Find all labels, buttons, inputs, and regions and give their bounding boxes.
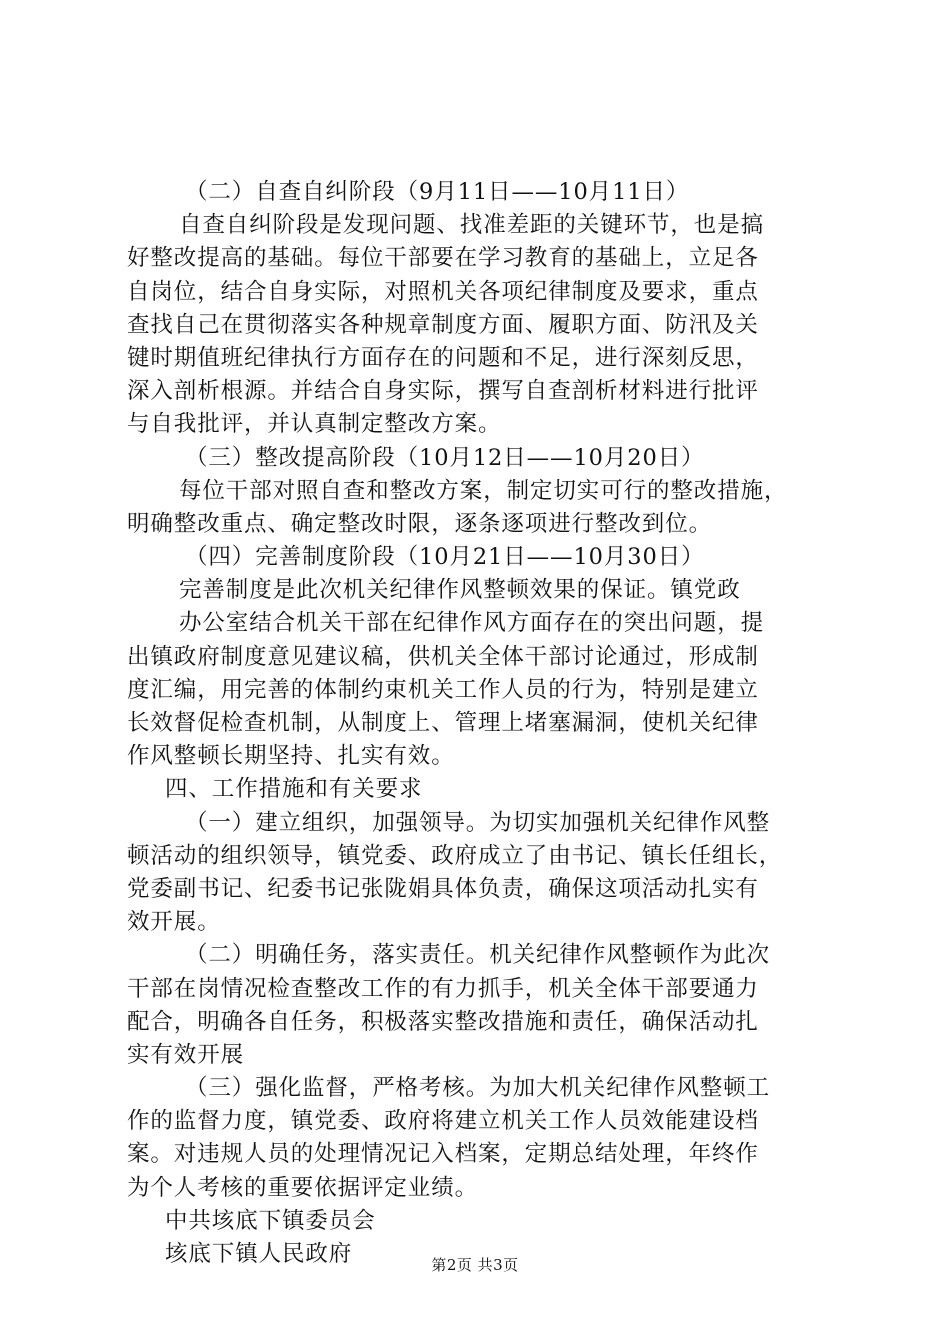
paragraph-line: 与自我批评，并认真制定整改方案。 [127, 411, 502, 438]
paragraph-line: 作的监督力度，镇党委、政府将建立机关工作人员效能建设档 [127, 1108, 759, 1135]
paragraph-line: 自岗位，结合自身实际，对照机关各项纪律制度及要求，重点 [127, 278, 759, 305]
signature-party-committee: 中共垓底下镇委员会 [165, 1207, 376, 1234]
paragraph-line: （三）强化监督，严格考核。为加大机关纪律作风整顿工 [185, 1075, 771, 1102]
paragraph-line: 顿活动的组织领导，镇党委、政府成立了由书记、镇长任组长， [127, 842, 783, 869]
paragraph-line: 度汇编，用完善的体制约束机关工作人员的行为，特别是建立 [127, 676, 759, 703]
paragraph-line: 实有效开展 [127, 1041, 245, 1068]
section-heading-improve-system: （四）完善制度阶段（10月21日——10月30日） [185, 544, 705, 571]
paragraph-line: 效开展。 [127, 909, 221, 936]
paragraph-line: 好整改提高的基础。每位干部要在学习教育的基础上，立足各 [127, 245, 759, 272]
section-heading-rectification: （三）整改提高阶段（10月12日——10月20日） [185, 444, 705, 471]
paragraph-line: 作风整顿长期坚持、扎实有效。 [127, 743, 455, 770]
document-body [127, 176, 827, 1271]
paragraph-line: 案。对违规人员的处理情况记入档案，定期总结处理，年终作 [127, 1141, 759, 1168]
paragraph-line: 长效督促检查机制，从制度上、管理上堵塞漏洞，使机关纪律 [127, 710, 759, 736]
section-heading-self-check: （二）自查自纠阶段（9月11日——10月11日） [185, 179, 690, 205]
paragraph-line: 办公室结合机关干部在纪律作风方面存在的突出问题，提 [179, 610, 765, 637]
paragraph-line: 明确整改重点、确定整改时限，逐条逐项进行整改到位。 [127, 510, 713, 537]
paragraph-line: 自查自纠阶段是发现问题、找准差距的关键环节，也是搞 [179, 212, 765, 239]
paragraph-line: 深入剖析根源。并结合自身实际，撰写自查剖析材料进行批评 [127, 378, 759, 405]
signature-government: 垓底下镇人民政府 [165, 1241, 353, 1267]
paragraph-line: 查找自己在贯彻落实各种规章制度方面、履职方面、防汛及关 [127, 311, 759, 338]
section-heading-measures: 四、工作措施和有关要求 [165, 776, 423, 803]
paragraph-line: 为个人考核的重要依据评定业绩。 [127, 1174, 479, 1201]
paragraph-line: 完善制度是此次机关纪律作风整顿效果的保证。镇党政 [179, 577, 741, 604]
paragraph-line: 键时期值班纪律执行方面存在的问题和不足，进行深刻反思， [127, 344, 759, 371]
paragraph-line: 出镇政府制度意见建议稿，供机关全体干部讨论通过，形成制 [127, 643, 759, 670]
paragraph-line: 干部在岗情况检查整改工作的有力抓手，机关全体干部要通力 [127, 975, 759, 1002]
paragraph-line: （二）明确任务，落实责任。机关纪律作风整顿作为此次 [185, 942, 771, 969]
paragraph-line: （一）建立组织，加强领导。为切实加强机关纪律作风整 [185, 809, 771, 836]
page-number-footer: 第2页 共3页 [431, 1256, 519, 1274]
paragraph-line: 党委副书记、纪委书记张陇娟具体负责，确保这项活动扎实有 [127, 875, 759, 902]
paragraph-line: 配合，明确各自任务，积极落实整改措施和责任，确保活动扎 [127, 1008, 759, 1035]
paragraph-line: 每位干部对照自查和整改方案，制定切实可行的整改措施， [179, 477, 788, 504]
